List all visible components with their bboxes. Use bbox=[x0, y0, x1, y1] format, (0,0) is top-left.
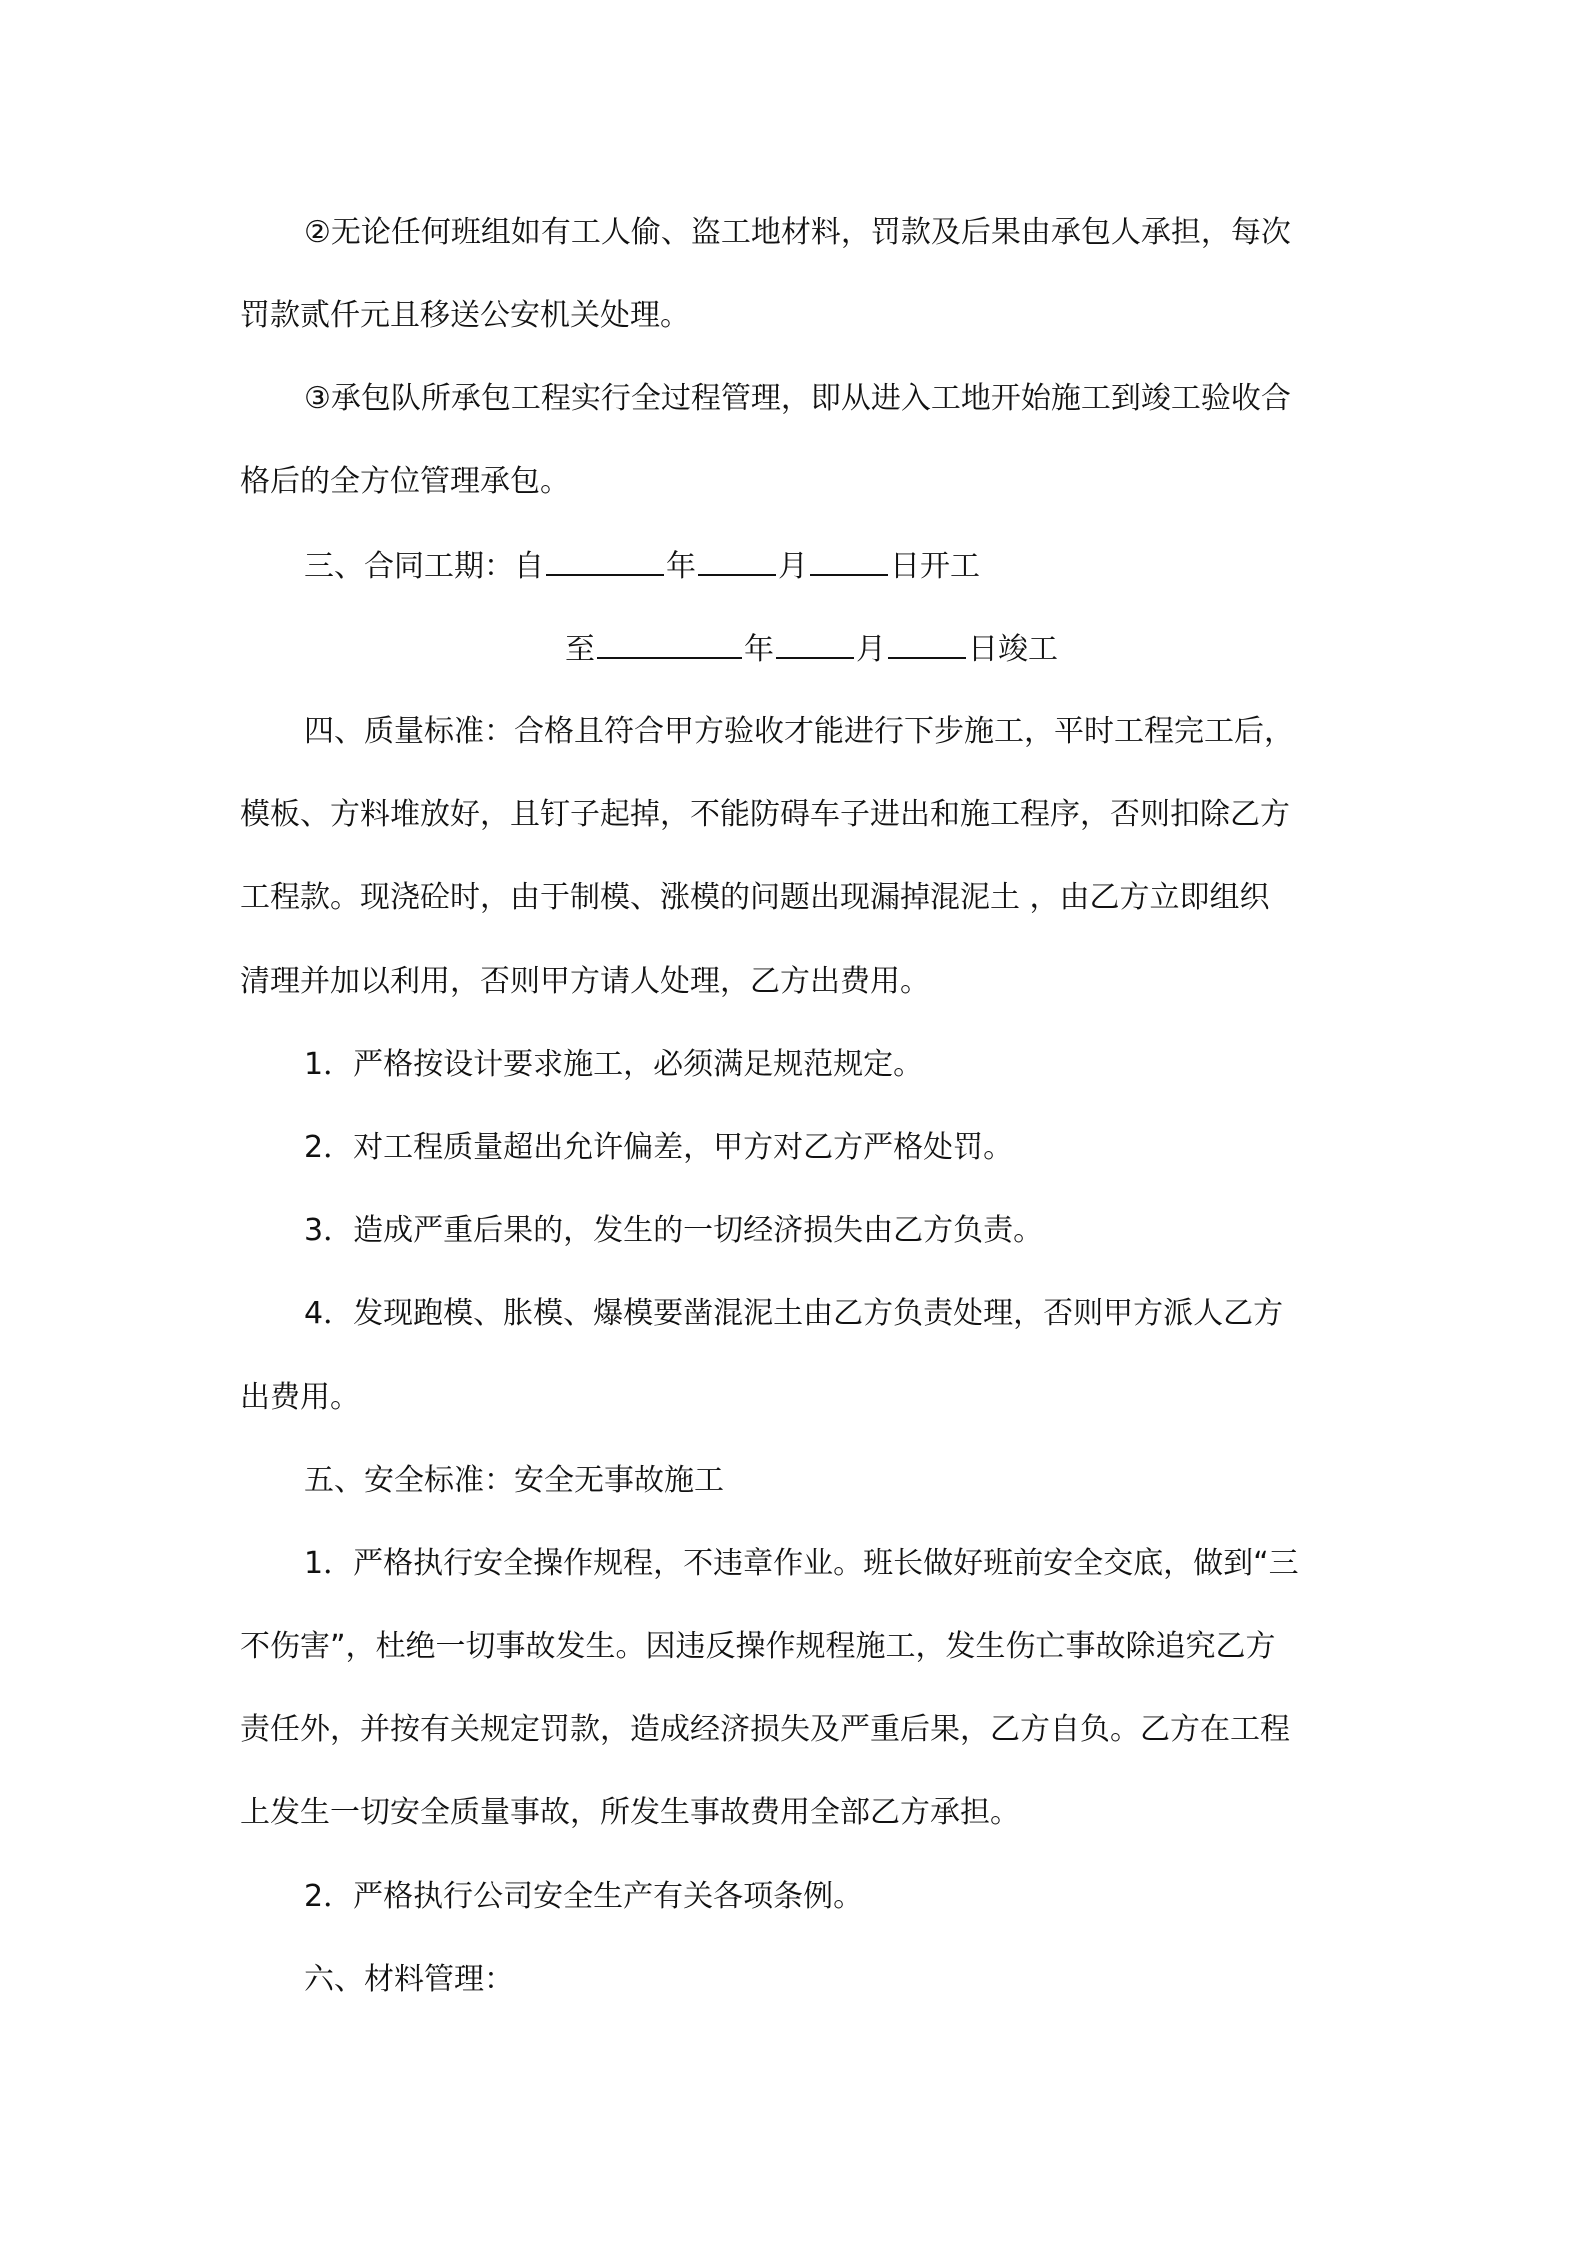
list-item: 不伤害”，杜绝一切事故发生。因违反操作规程施工，发生伤亡事故除追究乙方 bbox=[240, 1629, 1276, 1664]
list-item: 2．严格执行公司安全生产有关各项条例。 bbox=[304, 1879, 864, 1914]
list-item: 责任外，并按有关规定罚款，造成经济损失及严重后果，乙方自负。乙方在工程 bbox=[240, 1712, 1290, 1747]
term-end-year: 年 bbox=[744, 632, 774, 667]
term-end-day: 日竣工 bbox=[968, 632, 1058, 667]
month-blank bbox=[698, 540, 776, 576]
day-blank bbox=[888, 623, 966, 659]
list-item: 2．对工程质量超出允许偏差，甲方对乙方严格处罚。 bbox=[304, 1130, 1014, 1165]
list-item: 1．严格执行安全操作规程，不违章作业。班长做好班前安全交底，做到“三 bbox=[304, 1546, 1299, 1581]
document-page bbox=[240, 0, 1356, 2244]
paragraph-line: 工程款。现浇砼时，由于制模、涨模的问题出现漏掉混泥土 ，由乙方立即组织 bbox=[240, 880, 1270, 915]
list-item: 上发生一切安全质量事故，所发生事故费用全部乙方承担。 bbox=[240, 1795, 1020, 1830]
paragraph-line: 四、质量标准：合格且符合甲方验收才能进行下步施工，平时工程完工后， bbox=[304, 714, 1294, 749]
contract-term-end bbox=[565, 623, 1058, 673]
list-item: 4．发现跑模、胀模、爆模要凿混泥土由乙方负责处理，否则甲方派人乙方 bbox=[304, 1296, 1284, 1331]
year-blank bbox=[546, 540, 664, 576]
list-item: 3．造成严重后果的，发生的一切经济损失由乙方负责。 bbox=[304, 1213, 1044, 1248]
month-blank bbox=[776, 623, 854, 659]
paragraph-line: ②无论任何班组如有工人偷、盗工地材料，罚款及后果由承包人承担，每次 bbox=[304, 215, 1291, 250]
paragraph-line: 格后的全方位管理承包。 bbox=[240, 464, 570, 499]
list-item: 出费用。 bbox=[240, 1380, 360, 1415]
term-start-day: 日开工 bbox=[890, 549, 980, 584]
year-blank bbox=[597, 623, 742, 659]
section-heading: 五、安全标准：安全无事故施工 bbox=[304, 1463, 724, 1498]
list-item: 1．严格按设计要求施工，必须满足规范规定。 bbox=[304, 1047, 924, 1082]
contract-term-start bbox=[304, 540, 980, 590]
paragraph-line: 模板、方料堆放好，且钉子起掉，不能防碍车子进出和施工程序，否则扣除乙方 bbox=[240, 797, 1290, 832]
term-start-month: 月 bbox=[778, 549, 808, 584]
paragraph-line: ③承包队所承包工程实行全过程管理，即从进入工地开始施工到竣工验收合 bbox=[304, 381, 1291, 416]
paragraph-line: 清理并加以利用，否则甲方请人处理，乙方出费用。 bbox=[240, 964, 930, 999]
day-blank bbox=[810, 540, 888, 576]
section-heading: 六、材料管理： bbox=[304, 1962, 514, 1997]
paragraph-line: 罚款贰仟元且移送公安机关处理。 bbox=[240, 298, 690, 333]
term-start-year: 年 bbox=[666, 549, 696, 584]
term-start-prefix: 三、合同工期：自 bbox=[304, 549, 544, 584]
term-end-month: 月 bbox=[856, 632, 886, 667]
term-end-prefix: 至 bbox=[565, 632, 595, 667]
